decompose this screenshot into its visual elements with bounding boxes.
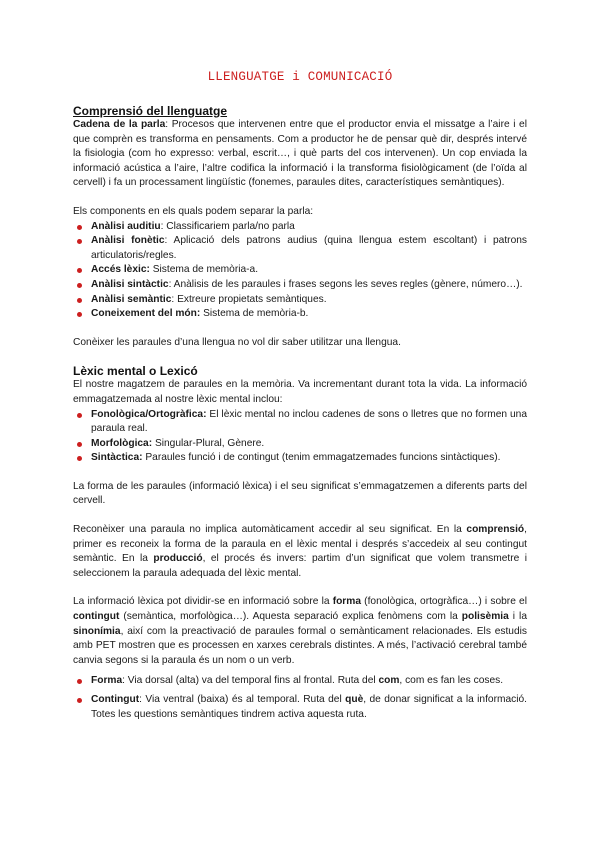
bullet-icon bbox=[77, 283, 82, 288]
paragraph-forma-significat: La forma de les paraules (informació lèxica) i el seu significat s’emmagatzemen a diferents parts del cervell. bbox=[73, 480, 527, 507]
paragraph-cadena-parla: Cadena de la parla: Procesos que intervenen entre que el productor envia el missatge a l’aire i el que comprèn es transforma en pensaments. Com a productor he de pensar què dir, després intervé la fisiologia (com ho expresso: verbal, escrit…, i què parts del cos intervenen). Un cop enviada la informació acústica a l’aire, l’altre codifica la informació i la transforma fisiològicament (de l’oïda al cervell) i fa un processament lingüístic (fonemes, paraules dites, característiques semàntiques). bbox=[73, 119, 527, 189]
document-body bbox=[73, 104, 527, 726]
bullet-icon bbox=[77, 698, 82, 703]
bullet-icon bbox=[77, 225, 82, 230]
list-item: Accés lèxic: Sistema de memòria-a. bbox=[73, 263, 527, 278]
paragraph-informacio-lexica: La informació lèxica pot dividir-se en informació sobre la forma (fonològica, ortogràfica…) i sobre el contingut (semàntica, morfològica…). Aquesta separació explica fenòmens com la polisèmia i la sinonímia, així com la preactivació de paraules formal o semànticament relacionades. Els estudis amb PET mostren que es processen en xarxes cerebrals distintes. A més, l’activació cerebral també canvia segons si la paraula és un nom o un verb. bbox=[73, 596, 527, 666]
list-item: Sintàctica: Paraules funció i de contingut (tenim emmagatzemades funcions sintàctiques). bbox=[73, 451, 527, 466]
bullet-icon bbox=[77, 239, 82, 244]
list-item: Morfològica: Singular-Plural, Gènere. bbox=[73, 437, 527, 452]
section-heading-comprensio: Comprensió del llenguatge bbox=[73, 104, 228, 118]
list-item: Fonològica/Ortogràfica: El lèxic mental no inclou cadenes de sons o lletres que no formen una paraula real. bbox=[73, 408, 527, 437]
list-item: Anàlisi auditiu: Classificariem parla/no parla bbox=[73, 220, 527, 235]
section-heading-lexic: Lèxic mental o Lexicó bbox=[73, 364, 198, 379]
components-list bbox=[73, 220, 527, 322]
list-item: Contingut: Via ventral (baixa) és al temporal. Ruta del què, de donar significat a la informació. Totes les questions semàntiques tindrem activa aquesta ruta. bbox=[73, 693, 527, 722]
term-cadena-parla: Cadena de la parla bbox=[73, 119, 166, 130]
bullet-icon bbox=[77, 268, 82, 273]
bullet-icon bbox=[77, 442, 82, 447]
routes-list bbox=[73, 674, 527, 722]
list-item: Forma: Via dorsal (alta) va del temporal fins al frontal. Ruta del com, com es fan les coses. bbox=[73, 674, 527, 689]
list-item: Anàlisi semàntic: Extreure propietats semàntiques. bbox=[73, 293, 527, 308]
bullet-icon bbox=[77, 679, 82, 684]
bullet-icon bbox=[77, 456, 82, 461]
lexic-intro: El nostre magatzem de paraules en la memòria. Va incrementant durant tota la vida. La informació emmagatzemada al nostre lèxic mental inclou: bbox=[73, 379, 527, 405]
page-title: LLENGUATGE i COMUNICACIÓ bbox=[207, 70, 393, 84]
lexic-info-list bbox=[73, 408, 527, 466]
bullet-icon bbox=[77, 298, 82, 303]
list-item: Anàlisi sintàctic: Anàlisis de les paraules i frases segons les seves regles (gènere, número…). bbox=[73, 278, 527, 293]
bullet-icon bbox=[77, 312, 82, 317]
list-item: Coneixement del món: Sistema de memòria-b. bbox=[73, 307, 527, 322]
closing-paragraph: Conèixer les paraules d’una llengua no vol dir saber utilitzar una llengua. bbox=[73, 336, 401, 348]
components-intro: Els components en els quals podem separar la parla: bbox=[73, 205, 314, 217]
paragraph-reconeixer: Reconèixer una paraula no implica automàticament accedir al seu significat. En la comprensió, primer es reconeix la forma de la paraula en el lèxic mental i després s’accedeix al seu contingut semàntic. En la producció, el procés és invers: partim d’un significat que volem transmetre i seleccionem la paraula adequada del lèxic mental. bbox=[73, 524, 527, 579]
list-item: Anàlisi fonètic: Aplicació dels patrons audius (quina llengua estem escoltant) i patrons articulatoris/regles. bbox=[73, 234, 527, 263]
bullet-icon bbox=[77, 413, 82, 418]
